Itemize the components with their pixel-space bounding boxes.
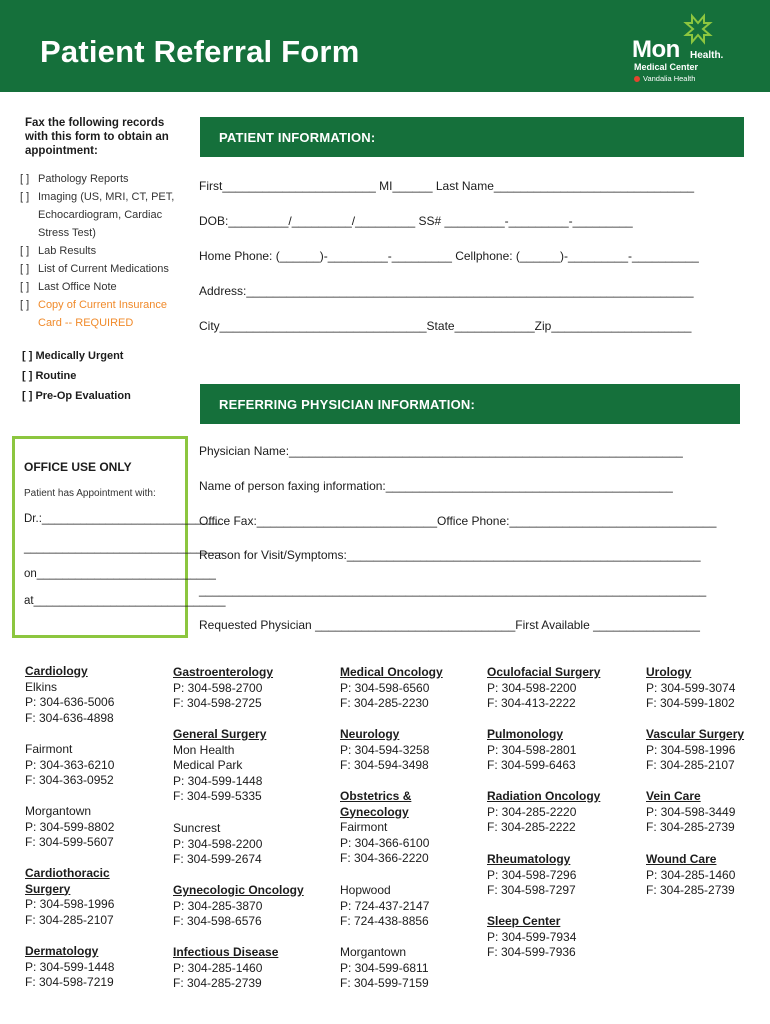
directory-line: P: 304-285-3870 [173,898,263,913]
directory-line: P: 304-598-2700 [173,680,263,695]
faxing-person-field[interactable]: Name of person faxing information:___________________________________________ [199,479,673,493]
reason-continued-field[interactable]: ____________________________________________________________________________ [199,583,707,597]
records-checklist [20,170,192,332]
specialty-heading: Cardiology [25,664,88,678]
vandalia-icon [634,76,640,82]
directory-line: F: 304-599-2674 [173,852,262,866]
directory-entry-sleep-center [487,914,576,961]
directory-line: P: 304-599-7934 [487,929,577,944]
record-label: Lab Results [38,245,97,257]
record-item[interactable] [20,170,192,188]
specialty-heading: Gastroenterology [173,665,274,679]
specialty-heading: Medical Oncology [340,665,443,679]
office-fax-phone-field[interactable]: Office Fax:___________________________Office Phone:_______________________________ [199,514,717,528]
directory-line: Suncrest [173,821,221,835]
specialty-heading: Rheumatology [487,852,571,866]
specialty-heading: Dermatology [25,944,99,958]
specialty-heading: Gynecologic Oncology [173,883,304,897]
directory-entry-general-surgery [173,727,266,805]
patient-name-field[interactable]: First_______________________ MI______ Last Name______________________________ [199,179,695,193]
directory-line: P: 304-599-1448 [25,959,115,974]
logo-vandalia-text: Vandalia Health [643,74,696,83]
directory-entry-obgyn-morgantown [340,945,429,992]
checkbox[interactable]: [ ] [20,191,30,203]
specialty-heading: Sleep Center [487,914,561,928]
directory-line: F: 304-598-7219 [25,975,114,989]
directory-line: Mon Health [173,742,235,757]
patient-city-state-zip-field[interactable]: City_______________________________State____________Zip_____________________ [199,319,692,333]
directory-line: P: 304-366-6100 [340,835,430,850]
directory-line: Hopwood [340,883,391,897]
directory-line: P: 304-285-1460 [173,960,263,975]
directory-line: P: 304-598-6560 [340,680,430,695]
specialty-heading: Neurology [340,727,400,741]
record-label: Last Office Note [38,281,117,293]
directory-line: F: 304-636-4898 [25,710,114,725]
directory-line: F: 304-599-1802 [646,696,735,710]
reason-for-visit-field[interactable]: Reason for Visit/Symptoms:_____________________________________________________ [199,548,701,562]
directory-entry-general-surgery-suncrest [173,821,262,868]
checkbox[interactable]: [ ] [20,245,30,257]
mon-health-logo [632,14,762,86]
specialty-heading: Infectious Disease [173,945,279,959]
directory-entry-oculofacial [487,665,600,712]
office-use-title: OFFICE USE ONLY [24,460,132,474]
page-title: Patient Referral Form [40,34,360,69]
directory-line: F: 724-438-8856 [340,914,429,928]
directory-line: F: 304-598-2725 [173,696,262,710]
checkbox[interactable]: [ ] [20,173,30,185]
logo-mon-text: Mon [632,36,680,63]
urgency-routine[interactable]: [ ] Routine [22,370,77,382]
specialty-heading: Oculofacial Surgery [487,665,601,679]
directory-line: F: 304-599-7936 [487,945,576,959]
directory-line: F: 304-285-2739 [173,976,262,990]
directory-entry-cardiology [25,664,114,726]
directory-line: F: 304-599-5607 [25,835,114,849]
directory-line: Fairmont [25,742,73,756]
directory-entry-vascular-surgery [646,727,744,774]
specialty-heading: Pulmonology [487,727,563,741]
directory-entry-wound-care [646,852,735,899]
directory-line: F: 304-598-6576 [173,914,262,928]
directory-entry-urology [646,665,735,712]
office-at-field[interactable]: at______________________________ [24,595,226,607]
directory-line: P: 304-598-7296 [487,867,577,882]
directory-entry-neurology [340,727,429,774]
record-label: Pathology Reports [38,173,129,185]
specialty-heading: Cardiothoracic Surgery [25,866,110,896]
directory-line: P: 304-598-2801 [487,742,577,757]
directory-line: P: 304-598-3449 [646,804,736,819]
directory-entry-obgyn-hopwood [340,883,429,930]
directory-line: F: 304-363-0952 [25,773,114,787]
directory-line: F: 304-594-3498 [340,758,429,772]
directory-entry-medical-oncology [340,665,443,712]
patient-address-field[interactable]: Address:___________________________________________________________________ [199,284,694,298]
checkbox[interactable]: [ ] [20,281,30,293]
directory-line: Elkins [25,679,58,694]
directory-entry-radiation-oncology [487,789,600,836]
record-item[interactable] [20,260,192,278]
directory-line: P: 304-599-3074 [646,680,736,695]
specialty-heading: General Surgery [173,727,267,741]
record-item[interactable] [20,188,192,242]
directory-line: F: 304-285-2739 [646,883,735,897]
office-dr-field[interactable]: Dr.:____________________________ [24,513,221,525]
directory-entry-pulmonology [487,727,576,774]
directory-line: F: 304-599-5335 [173,789,262,803]
specialty-heading: Wound Care [646,852,717,866]
directory-line: F: 304-285-2107 [646,758,735,772]
logo-health-text: Health. [690,50,724,61]
logo-medical-center-text: Medical Center [634,62,699,72]
directory-line: P: 304-599-6811 [340,960,429,975]
record-label: List of Current Medications [38,263,169,275]
directory-line: P: 304-285-2220 [487,804,577,819]
directory-line: F: 304-285-2739 [646,820,735,834]
directory-line: Medical Park [173,758,243,772]
directory-line: P: 304-598-2200 [173,836,263,851]
directory-line: F: 304-285-2230 [340,696,429,710]
record-item[interactable] [20,278,192,296]
directory-entry-infectious-disease [173,945,278,992]
directory-line: P: 304-363-6210 [25,757,115,772]
record-item-required[interactable] [20,296,192,332]
record-label: Imaging (US, MRI, CT, PET, Echocardiogram, Cardiac Stress Test) [38,191,175,239]
directory-line: P: 304-594-3258 [340,742,430,757]
checkbox[interactable]: [ ] [20,263,30,275]
directory-line: F: 304-413-2222 [487,696,576,710]
directory-entry-cardiothoracic [25,866,145,928]
specialty-heading: Vascular Surgery [646,727,745,741]
directory-line: F: 304-598-7297 [487,883,576,897]
fax-instructions: Fax the following records with this form to obtain an appointment: [25,117,169,157]
directory-entry-vein-care [646,789,735,836]
directory-entry-obgyn [340,789,450,867]
directory-line: P: 724-437-2147 [340,898,430,913]
directory-line: P: 304-636-5006 [25,695,115,709]
physician-name-field[interactable]: Physician Name:___________________________________________________________ [199,444,683,458]
directory-line: Fairmont [340,820,388,834]
urgency-medically-urgent[interactable]: [ ] Medically Urgent [22,350,124,362]
directory-line: Morgantown [340,945,407,959]
checkbox[interactable]: [ ] [20,299,30,311]
directory-line: Morgantown [25,804,92,818]
directory-entry-dermatology [25,944,114,991]
directory-line: F: 304-599-6463 [487,758,576,772]
logo-mark-icon [684,14,712,44]
office-appt-label: Patient has Appointment with: [24,488,156,499]
directory-line: F: 304-285-2222 [487,820,576,834]
directory-line: P: 304-285-1460 [646,867,736,882]
office-on-field[interactable]: on____________________________ [24,568,216,580]
record-item[interactable] [20,242,192,260]
patient-dob-ssn-field[interactable]: DOB:_________/_________/_________ SS# _________-_________-_________ [199,214,633,228]
urgency-pre-op[interactable]: [ ] Pre-Op Evaluation [22,390,131,402]
directory-line: F: 304-366-2220 [340,851,429,865]
requested-physician-field[interactable]: Requested Physician ______________________________First Available ________________ [199,618,700,632]
directory-line: F: 304-599-7159 [340,976,429,990]
physician-info-header: REFERRING PHYSICIAN INFORMATION: [200,384,740,424]
specialty-heading: Obstetrics & Gynecology [340,789,412,819]
directory-entry-cardiology-morgantown [25,804,114,851]
directory-line: P: 304-599-8802 [25,819,115,834]
specialty-heading: Vein Care [646,789,701,803]
directory-entry-cardiology-fairmont [25,742,114,789]
directory-entry-gynecologic-oncology [173,883,304,930]
directory-line: P: 304-599-1448 [173,773,263,788]
specialty-heading: Urology [646,665,692,679]
directory-line: P: 304-598-2200 [487,680,577,695]
logo-vandalia [634,74,695,83]
directory-line: F: 304-285-2107 [25,912,114,927]
directory-entry-gastroenterology [173,665,273,712]
directory-line: P: 304-598-1996 [646,742,736,757]
patient-info-header: PATIENT INFORMATION: [200,117,744,157]
patient-phone-field[interactable]: Home Phone: (______)-_________-_________ Cellphone: (______)-_________-__________ [199,249,699,263]
office-blank-field[interactable]: _______________________________ [24,542,223,554]
directory-line: P: 304-598-1996 [25,897,115,911]
specialty-heading: Radiation Oncology [487,789,601,803]
directory-entry-rheumatology [487,852,576,899]
record-label-required: Copy of Current Insurance Card -- REQUIRED [38,299,168,329]
